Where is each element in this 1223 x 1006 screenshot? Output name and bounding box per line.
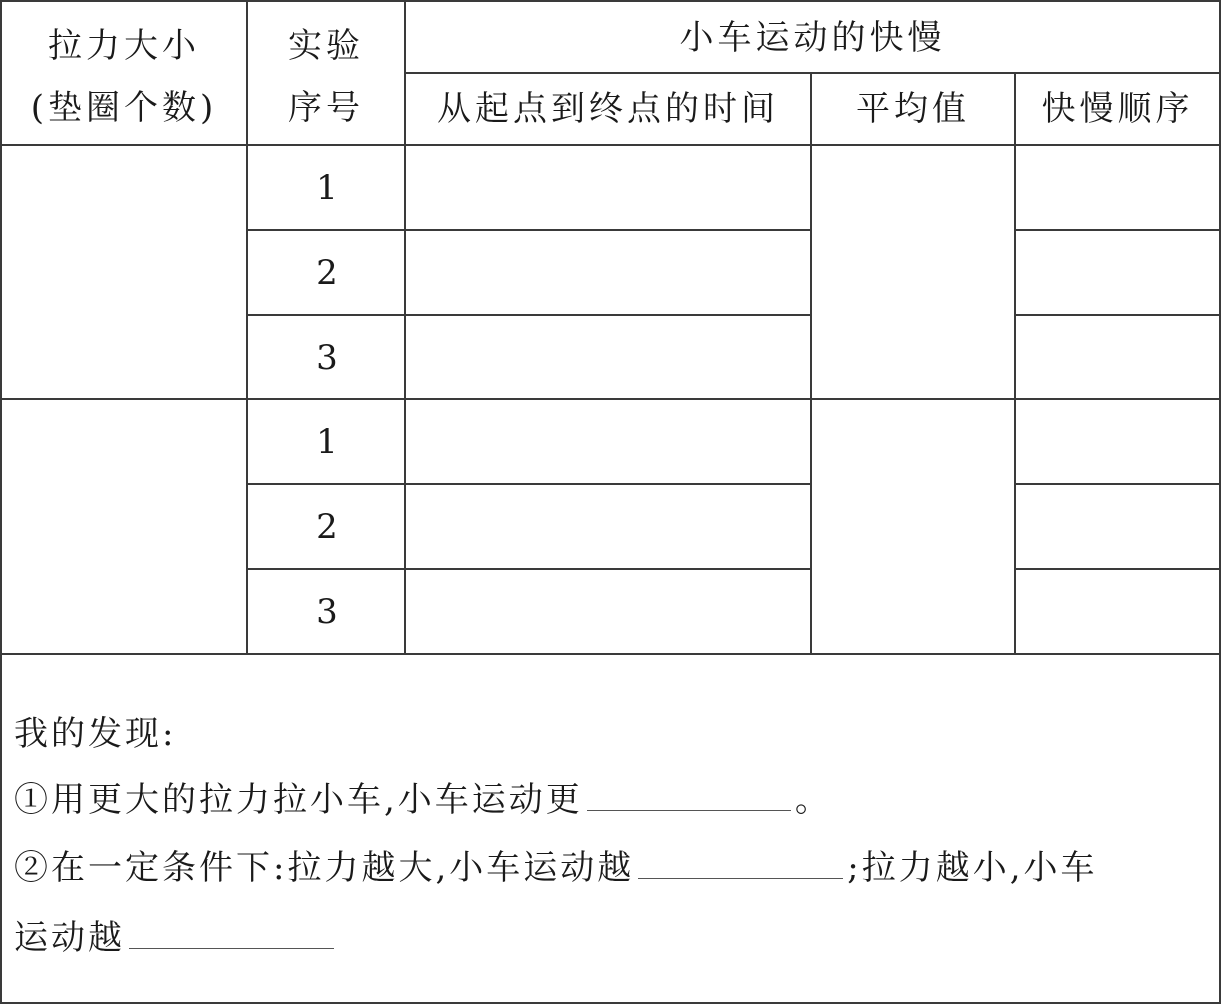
trial-number-g1-2: 2 xyxy=(316,253,338,293)
finding-item-2-continued xyxy=(14,910,338,959)
header-time: 从起点到终点的时间 xyxy=(437,89,779,129)
row-line-5-order xyxy=(1016,568,1219,570)
header-trial-line2: 序号 xyxy=(288,88,364,128)
finding-1-text: ①用更大的拉力拉小车,小车运动更 xyxy=(14,780,583,820)
border-right xyxy=(1219,0,1221,1004)
trial-number-g1-1: 1 xyxy=(316,168,338,208)
col-line-average xyxy=(1014,72,1016,655)
header-trial-line1: 实验 xyxy=(288,26,364,66)
finding-2-middle: ;拉力越小,小车 xyxy=(847,848,1098,888)
row-line-4-order xyxy=(1016,483,1219,485)
header-average: 平均值 xyxy=(856,89,970,129)
header-speed-group: 小车运动的快慢 xyxy=(679,18,946,58)
finding-item-2 xyxy=(14,840,1098,889)
finding-2-cont-text: 运动越 xyxy=(14,918,125,958)
row-line-2-order xyxy=(1016,314,1219,316)
header-force-line2: (垫圈个数) xyxy=(30,88,218,128)
header-force-line1: 拉力大小 xyxy=(48,26,200,66)
header-force xyxy=(2,10,246,144)
border-left xyxy=(0,0,2,1004)
header-bottom-line xyxy=(0,144,1221,146)
trial-number-g2-2: 2 xyxy=(316,507,338,547)
trial-number-g1-3: 3 xyxy=(316,338,338,378)
border-top xyxy=(0,0,1221,2)
finding-2-text: ②在一定条件下:拉力越大,小车运动越 xyxy=(14,848,635,888)
trial-number-g2-1: 1 xyxy=(316,422,338,462)
table-bottom-line xyxy=(0,653,1221,655)
header-trial xyxy=(248,10,404,144)
blank-1[interactable] xyxy=(587,809,791,811)
finding-item-1 xyxy=(14,772,832,821)
header-order: 快慢顺序 xyxy=(1041,89,1194,129)
row-line-1-order xyxy=(1016,229,1219,231)
blank-3[interactable] xyxy=(129,947,334,949)
col-line-time xyxy=(810,72,812,655)
blank-2[interactable] xyxy=(638,877,843,879)
findings-heading: 我的发现: xyxy=(14,714,177,754)
border-bottom xyxy=(0,1002,1221,1004)
finding-1-end: 。 xyxy=(794,780,832,820)
group-divider xyxy=(0,398,1221,400)
trial-number-g2-3: 3 xyxy=(316,592,338,632)
